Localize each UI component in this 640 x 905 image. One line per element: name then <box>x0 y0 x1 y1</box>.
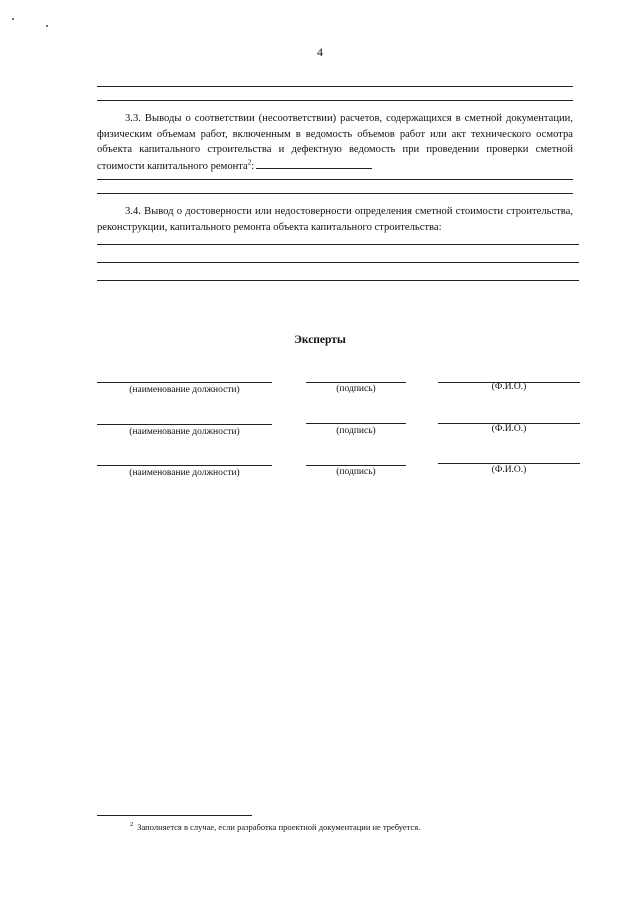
signature-line <box>306 382 406 383</box>
blank-line <box>97 86 573 87</box>
position-caption: (наименование должности) <box>129 427 240 437</box>
footnote <box>130 822 420 832</box>
footnote-number: 2 <box>130 821 134 829</box>
name-line <box>438 463 580 464</box>
scan-speck <box>46 25 48 27</box>
footnote-ref: 2 <box>247 157 252 166</box>
signature-caption: (подпись) <box>336 384 376 394</box>
position-line <box>97 465 272 466</box>
page-number: 4 <box>317 45 323 59</box>
position-caption: (наименование должности) <box>129 468 240 478</box>
signature-line <box>306 423 406 424</box>
name-caption: (Ф.И.О.) <box>491 465 527 475</box>
position-line <box>97 382 272 383</box>
signature-line <box>306 465 406 466</box>
footnote-text: Заполняется в случае, если разработка проектной документации не требуется. <box>137 822 421 832</box>
section-3-3-suffix: : <box>251 160 255 172</box>
blank-line <box>97 280 579 281</box>
experts-heading: Эксперты <box>294 334 346 346</box>
name-caption: (Ф.И.О.) <box>491 382 527 392</box>
blank-line <box>97 179 573 180</box>
signature-caption: (подпись) <box>336 426 376 436</box>
blank-line <box>97 100 573 101</box>
section-3-3-text: 3.3. Выводы о соответствии (несоответствии) расчетов, содержащихся в сметной документации, физическим объемам работ, включенным в ведомость объемов работ или акт технического осмотра объекта капитального строительства и дефектную ведомость при проведении проверки сметной стоимости капитального ремонта <box>97 113 573 172</box>
position-caption: (наименование должности) <box>129 385 240 395</box>
scan-speck <box>12 18 14 20</box>
answer-blank <box>256 158 372 169</box>
blank-line <box>97 262 579 263</box>
name-caption: (Ф.И.О.) <box>491 424 527 434</box>
section-3-3-paragraph <box>97 111 573 174</box>
footnote-separator <box>97 815 252 816</box>
blank-line <box>97 193 573 194</box>
blank-line <box>97 244 579 245</box>
position-line <box>97 424 272 425</box>
section-3-4-paragraph: 3.4. Вывод о достоверности или недостоверности определения сметной стоимости строительства, реконструкции, капитального ремонта объекта капитального строительства: <box>97 206 573 233</box>
signature-caption: (подпись) <box>336 467 376 477</box>
